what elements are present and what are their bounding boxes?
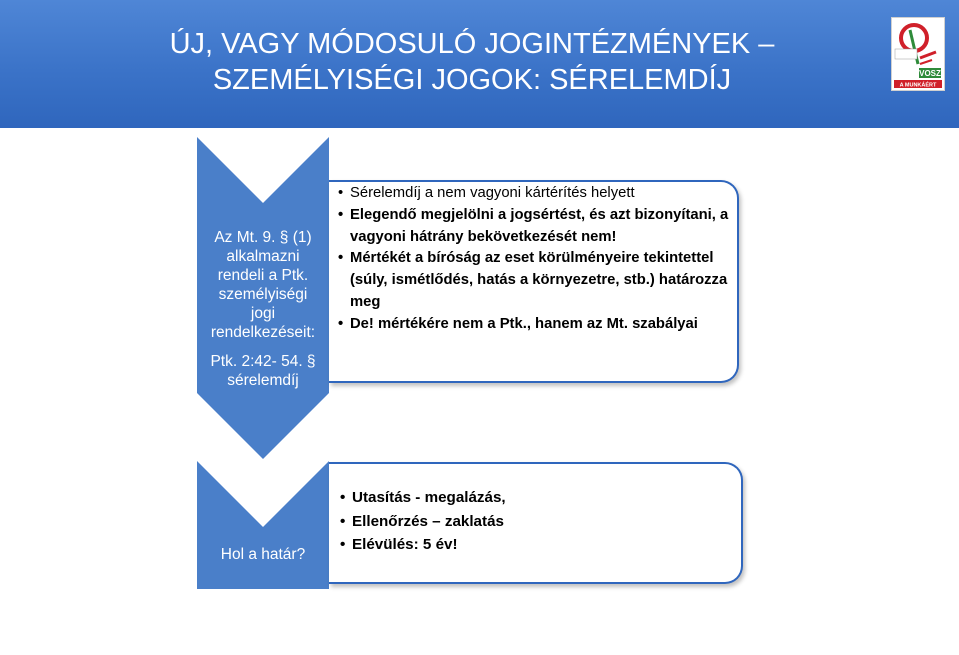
- bullet-item: • Elévülés: 5 év!: [340, 533, 730, 557]
- title-line-2: SZEMÉLYISÉGI JOGOK: SÉRELEMDÍJ: [212, 64, 732, 96]
- chevron-1-line: Ptk. 2:42- 54. §: [210, 353, 316, 370]
- chevron-1-line: személyiségi: [218, 286, 308, 303]
- bullet-item: • Elegendő megjelölni a jogsértést, és azt bizonyítani, a vagyoni hátrány bekövetkezését nem!: [338, 205, 733, 249]
- chevron-1-line: rendeli a Ptk.: [217, 267, 309, 284]
- logo-text-tagline: A MUNKÁÉRT: [899, 82, 937, 89]
- chevron-1-line: rendelkezéseit:: [210, 324, 316, 341]
- chevron-shape-2: [197, 461, 329, 589]
- bullet-item: • De! mértékére nem a Ptk., hanem az Mt. szabályai: [338, 314, 733, 336]
- title-line-1: ÚJ, VAGY MÓDOSULÓ JOGINTÉZMÉNYEK –: [169, 28, 775, 60]
- bullet-list-2: [340, 486, 730, 557]
- bullet-item: • Mértékét a bíróság az eset körülményeire tekintettel (súly, ismétlődés, hatás a környezetre, stb.) határozza meg: [338, 248, 733, 313]
- chevron-1-line: alkalmazni: [226, 248, 300, 265]
- header-banner: [0, 0, 959, 128]
- bullet-item: • Utasítás - megalázás,: [340, 486, 730, 510]
- page-title: [92, 26, 852, 98]
- bullet-item: • Ellenőrzés – zaklatás: [340, 510, 730, 534]
- chevron-1-line: jogi: [250, 305, 276, 322]
- bullet-item: • Sérelemdíj a nem vagyoni kártérítés helyett: [338, 183, 733, 205]
- chevron-1-text: [197, 228, 329, 390]
- chevron-1-line: sérelemdíj: [227, 372, 299, 389]
- chevron-2-label: Hol a határ?: [220, 546, 306, 563]
- chevron-1-line: Az Mt. 9. § (1): [214, 229, 312, 246]
- vosz-logo: [891, 17, 945, 91]
- bullet-list-1: [338, 183, 733, 336]
- logo-text-vosz: VOSZ: [919, 69, 941, 78]
